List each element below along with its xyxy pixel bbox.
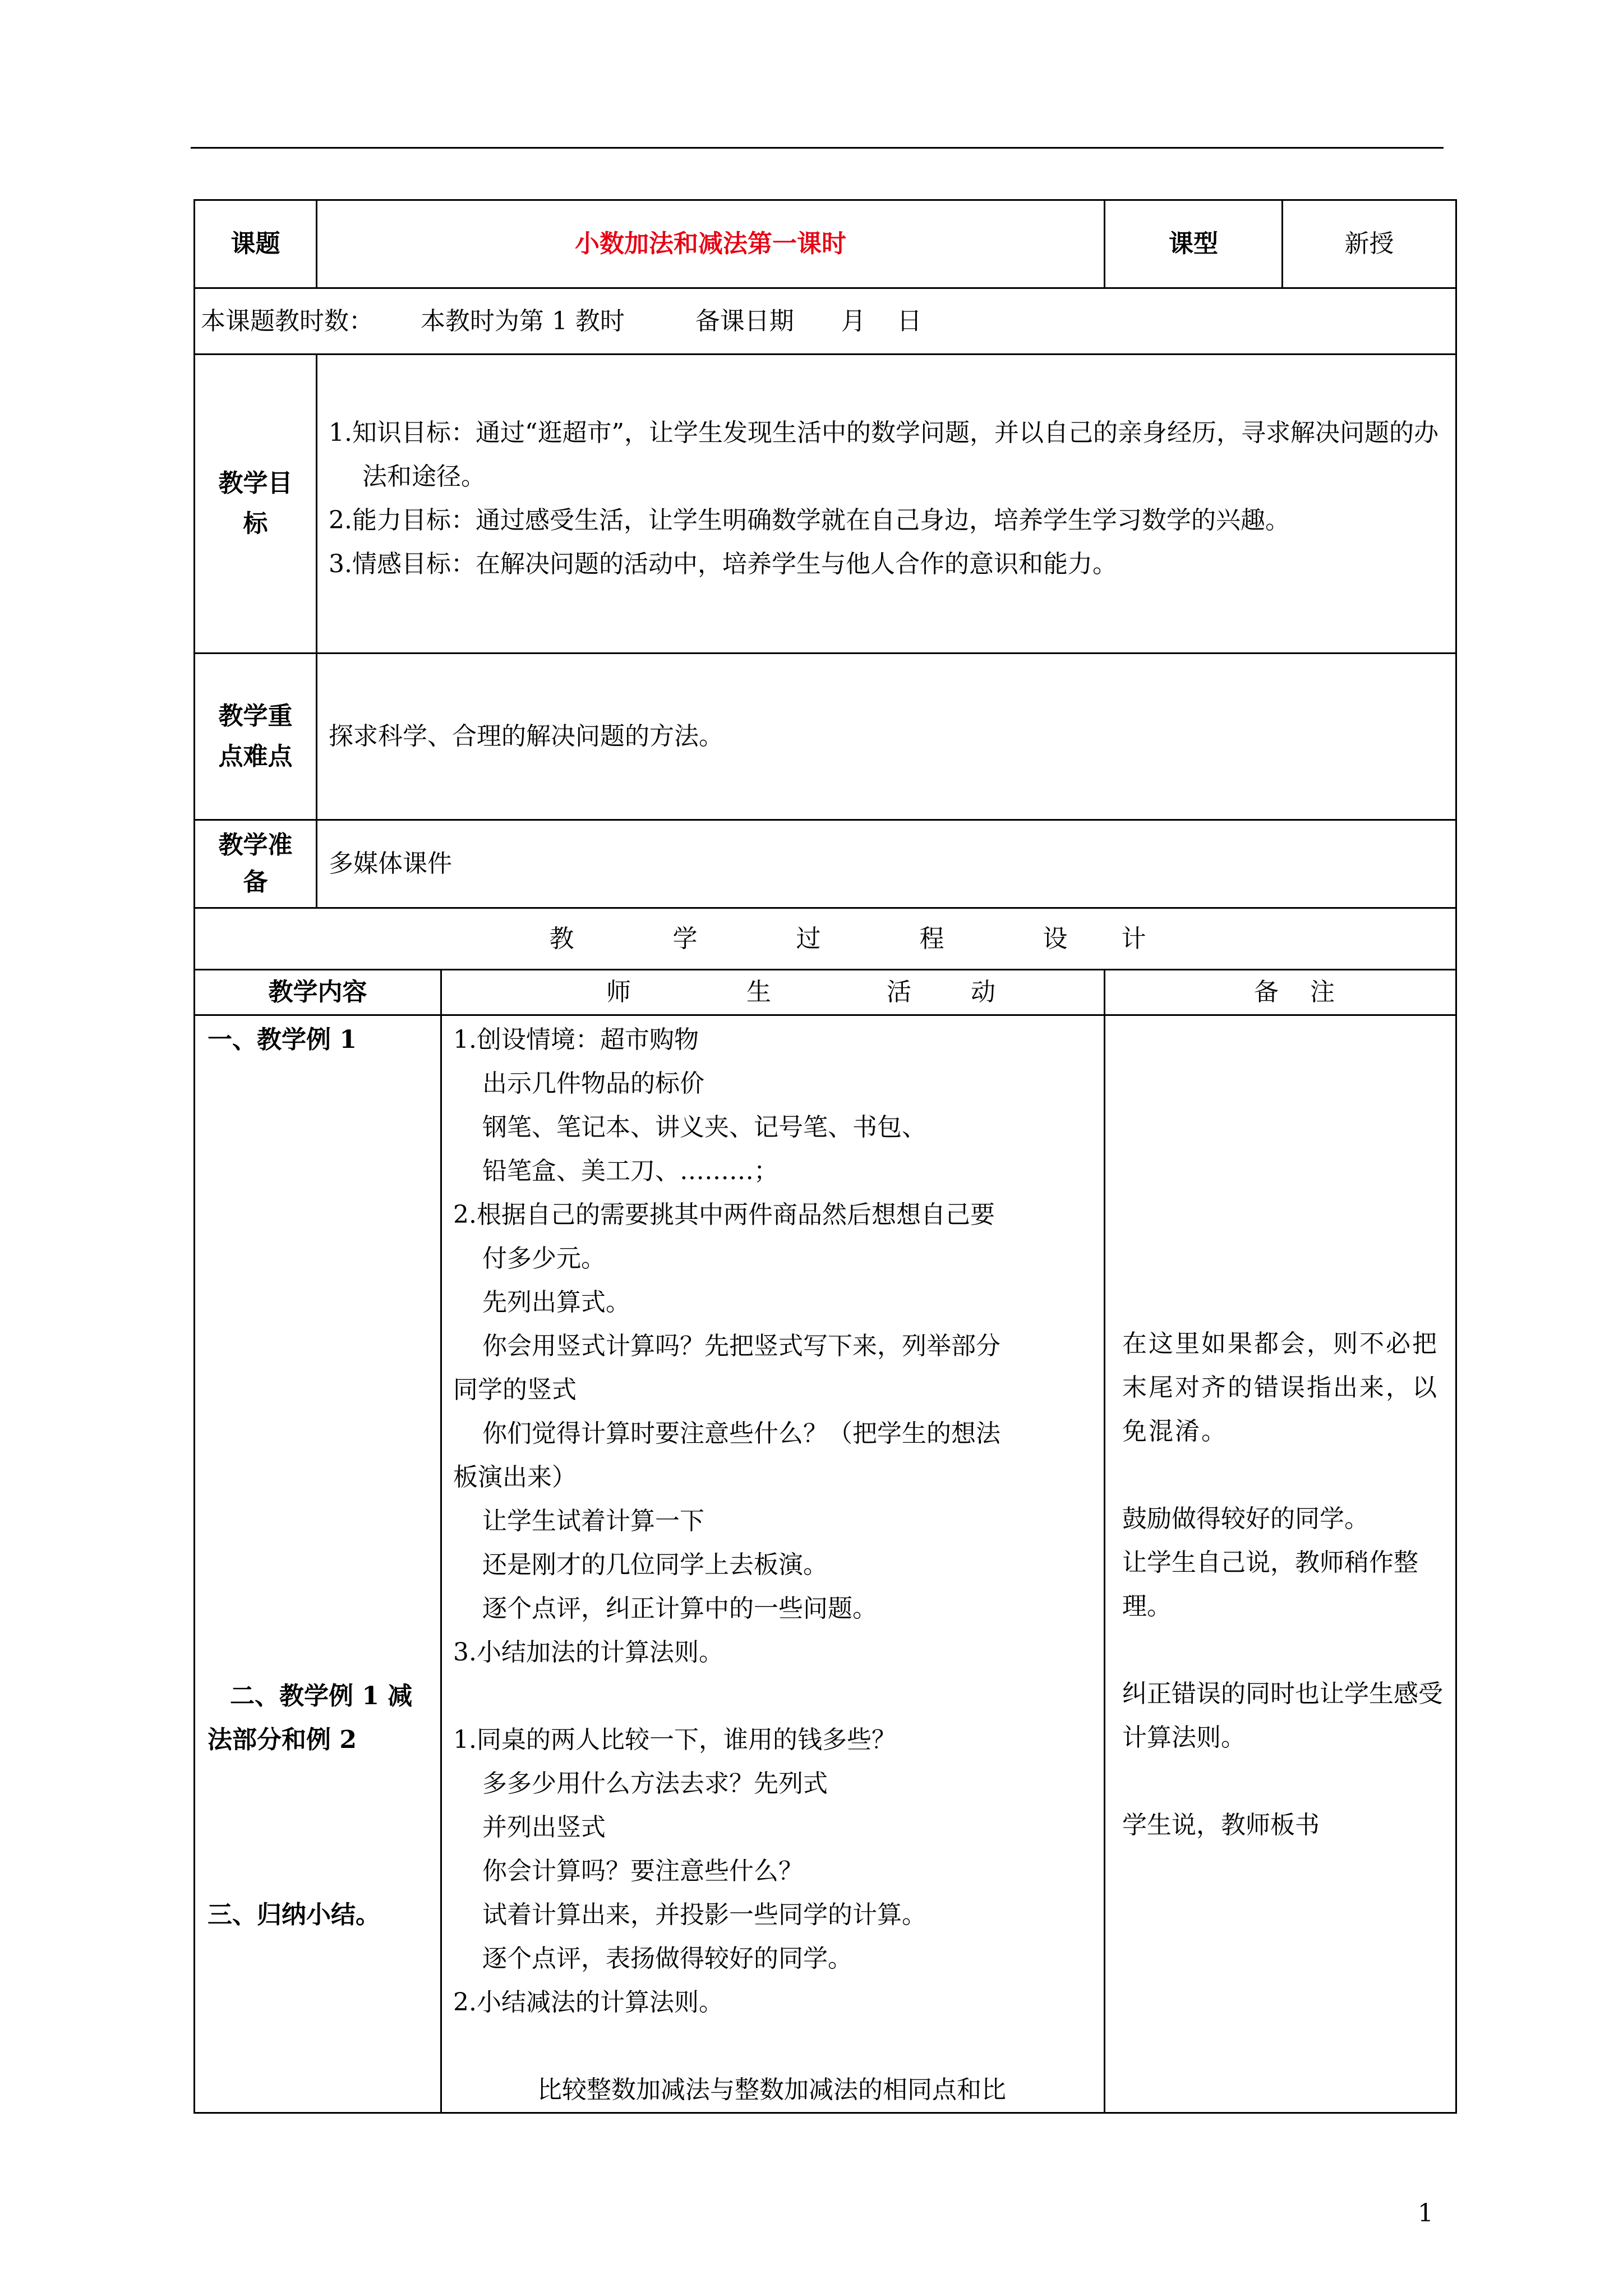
activity-line: 你们觉得计算时要注意些什么？（把学生的想法 [482, 1419, 1000, 1448]
preparation-text: 多媒体课件 [317, 820, 1456, 908]
activity-header-char: 活 [887, 978, 911, 1006]
section-2-title: 二、教学例 1 减法部分和例 2 [208, 1682, 413, 1754]
process-title-char: 学 [672, 924, 698, 953]
section-1-title: 一、教学例 1 [208, 1025, 357, 1054]
info-row [195, 288, 1456, 355]
activity-line: 1.创设情境：超市购物 [453, 1025, 699, 1054]
process-title-char: 设 [1043, 924, 1068, 953]
activity-line: 逐个点评，表扬做得较好的同学。 [482, 1944, 852, 1973]
note-5: 学生说，教师板书 [1122, 1811, 1320, 1839]
goals-label: 教学目标 [195, 355, 317, 654]
activity-line: 3.小结加法的计算法则。 [453, 1638, 723, 1667]
key-points-text: 探求科学、合理的解决问题的方法。 [317, 654, 1456, 820]
process-title-char: 教 [549, 924, 574, 953]
activity-line: 板演出来） [453, 1463, 577, 1492]
column-header-row [195, 970, 1456, 1015]
activity-line: 并列出竖式 [482, 1813, 606, 1842]
activity-line: 多多少用什么方法去求？先列式 [482, 1769, 828, 1798]
key-points-row [195, 654, 1456, 820]
activity-line: 试着计算出来，并投影一些同学的计算。 [482, 1901, 926, 1929]
type-label: 课型 [1105, 200, 1283, 288]
goal-item: 1.知识目标：通过“逛超市”，让学生发现生活中的数学问题，并以自己的亲身经历，寻求解决问题的办法和途径。 [329, 418, 1438, 491]
note-1: 在这里如果都会，则不必把末尾对齐的错误指出来，以免混淆。 [1122, 1329, 1438, 1446]
key-points-label: 教学重点难点 [195, 654, 317, 820]
activity-line: 先列出算式。 [482, 1288, 630, 1317]
notes-header-char: 注 [1310, 978, 1335, 1006]
col-header-notes [1105, 970, 1456, 1015]
preparation-label: 教学准备 [195, 820, 317, 908]
activity-line [453, 1674, 1092, 1718]
info-text: 本课题教时数： 本教时为第 1 教时 备课日期 月 日 [195, 288, 1456, 355]
activity-line: 2.小结减法的计算法则。 [453, 1988, 723, 2017]
activity-column [441, 1015, 1105, 2113]
activity-line: 还是刚才的几位同学上去板演。 [482, 1550, 828, 1579]
course-title: 小数加法和减法第一课时 [317, 200, 1105, 288]
activity-line: 出示几件物品的标价 [482, 1069, 704, 1098]
course-label: 课题 [195, 200, 317, 288]
activity-line: 你会用竖式计算吗？先把竖式写下来，列举部分 [482, 1332, 1000, 1360]
activity-line: 付多少元。 [482, 1244, 606, 1273]
notes-header-char: 备 [1254, 978, 1279, 1006]
process-title-char: 程 [919, 924, 944, 953]
goals-row [195, 355, 1456, 654]
goals-content [317, 355, 1456, 654]
section-3-title: 三、归纳小结。 [208, 1901, 380, 1929]
content-column [195, 1015, 441, 2113]
process-title-char: 计 [1121, 924, 1146, 953]
process-title-row [195, 908, 1456, 970]
header-rule [191, 147, 1444, 149]
activity-header-char: 动 [971, 978, 995, 1006]
note-4: 纠正错误的同时也让学生感受计算法则。 [1122, 1680, 1443, 1752]
activity-line: 逐个点评，纠正计算中的一些问题。 [482, 1594, 877, 1623]
activity-header-char: 生 [746, 978, 771, 1006]
notes-column [1105, 1015, 1456, 2113]
activity-line [453, 2024, 1092, 2068]
col-header-activity [441, 970, 1105, 1015]
activity-line: 铅笔盒、美工刀、………； [482, 1157, 778, 1185]
lesson-plan-table [193, 199, 1457, 2114]
preparation-row [195, 820, 1456, 908]
activity-line: 钢笔、笔记本、讲义夹、记号笔、书包、 [482, 1113, 926, 1142]
note-3: 让学生自己说，教师稍作整理。 [1122, 1548, 1418, 1621]
goal-item: 2.能力目标：通过感受生活，让学生明确数学就在自己身边，培养学生学习数学的兴趣。 [329, 506, 1290, 535]
activity-line: 让学生试着计算一下 [482, 1507, 704, 1535]
activity-line: 同学的竖式 [453, 1375, 577, 1404]
activity-line: 比较整数加减法与整数加减法的相同点和比 [537, 2076, 1006, 2104]
col-header-content: 教学内容 [195, 970, 441, 1015]
process-body-row [195, 1015, 1456, 2113]
activity-line: 你会计算吗？要注意些什么？ [482, 1857, 803, 1885]
process-title [195, 908, 1456, 970]
process-title-char: 过 [796, 924, 821, 953]
type-value: 新授 [1283, 200, 1456, 288]
goal-item: 3.情感目标：在解决问题的活动中，培养学生与他人合作的意识和能力。 [329, 550, 1117, 578]
header-row [195, 200, 1456, 288]
activity-header-char: 师 [606, 978, 631, 1006]
activity-line: 2.根据自己的需要挑其中两件商品然后想想自己要 [453, 1200, 995, 1229]
note-2: 鼓励做得较好的同学。 [1122, 1504, 1369, 1533]
page-number: 1 [1418, 2199, 1433, 2228]
activity-line: 1.同桌的两人比较一下，谁用的钱多些？ [453, 1726, 896, 1754]
